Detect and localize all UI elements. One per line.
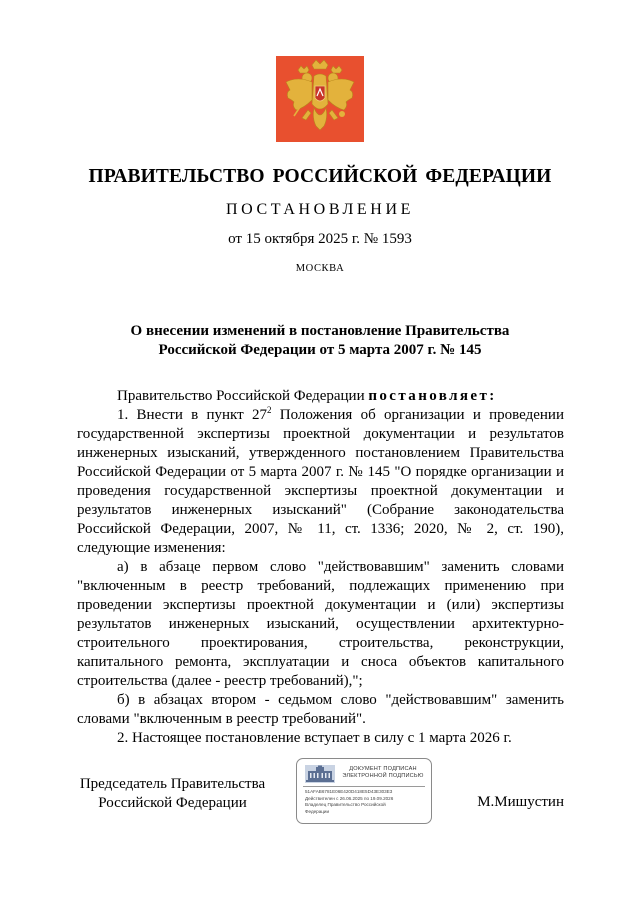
signatory-position: [60, 775, 285, 813]
stamp-owner-line-2: Федерации: [305, 808, 330, 814]
item-1-paragraph: [77, 406, 564, 558]
document-body: [77, 387, 564, 748]
position-line-2: Российской Федерации: [98, 795, 247, 811]
electronic-signature-stamp: [296, 758, 432, 824]
signatory-name: М.Мишустин: [477, 794, 564, 810]
item-1-before: 1. Внести в пункт 27: [117, 407, 267, 423]
coat-of-arms-icon: [276, 56, 364, 142]
subject-line-1: О внесении изменений в постановление Правительства: [130, 323, 510, 339]
item-1-after: Положения об организации и проведении государственной экспертизы проектной документации и результатов инженерных изысканий, утвержденного постановлением Правительства Российской Федерации от 5 марта 2007 г. № 145 "О порядке организации и проведения государственной экспертизы проектной документации и результатов инженерных изысканий" (Собрание законодательства Российской Федерации, 2007, № 11, ст. 1336; 2020, № 2, ст. 190), следующие изменения:: [77, 407, 564, 556]
document-subject: [0, 322, 640, 360]
intro-verb: постановляет:: [368, 388, 497, 404]
intro-paragraph: [77, 387, 564, 406]
government-building-icon: [305, 765, 335, 783]
stamp-title-line-1: ДОКУМЕНТ ПОДПИСАН: [349, 766, 417, 772]
stamp-title-line-2: ЭЛЕКТРОННОЙ ПОДПИСЬЮ: [342, 773, 424, 779]
item-1-superscript: 2: [266, 405, 272, 415]
stamp-certificate: 51AFAB6781E06E420D418E5D43E303E3: [305, 789, 393, 794]
stamp-divider: [303, 786, 425, 787]
document-date-number: от 15 октября 2025 г. № 1593: [228, 231, 412, 247]
document-type: ПОСТАНОВЛЕНИЕ: [226, 201, 414, 218]
position-line-1: Председатель Правительства: [79, 776, 266, 792]
stamp-validity: Действителен с 26.06.2025 по 19.09.2026: [305, 795, 394, 801]
subject-line-2: Российской Федерации от 5 марта 2007 г. № 145: [158, 342, 482, 358]
item-2-paragraph: 2. Настоящее постановление вступает в силу с 1 марта 2026 г.: [117, 730, 512, 746]
item-a-paragraph: а) в абзаце первом слово "действовавшим" заменить словами "включенным в реестр требований, подлежащих применению при проведении экспертизы проектной документации и (или) экспертизы результатов инженерных изысканий, осуществлении архитектурно-строительного проектирования, строительства, реконструкции, капитального ремонта, эксплуатации и сноса объектов капитального строительства (далее - реестр требований),";: [77, 559, 564, 689]
intro-text: Правительство Российской Федерации: [117, 388, 369, 404]
stamp-details: [305, 789, 427, 815]
document-city: МОСКВА: [295, 263, 345, 274]
government-title: ПРАВИТЕЛЬСТВО РОССИЙСКОЙ ФЕДЕРАЦИИ: [88, 166, 552, 187]
stamp-owner-line-1: Владелец Правительство Российской: [305, 802, 386, 808]
item-b-paragraph: б) в абзацах втором - седьмом слово "действовавшим" заменить словами "включенным в реестр требований".: [77, 692, 564, 727]
stamp-title: [337, 766, 429, 780]
